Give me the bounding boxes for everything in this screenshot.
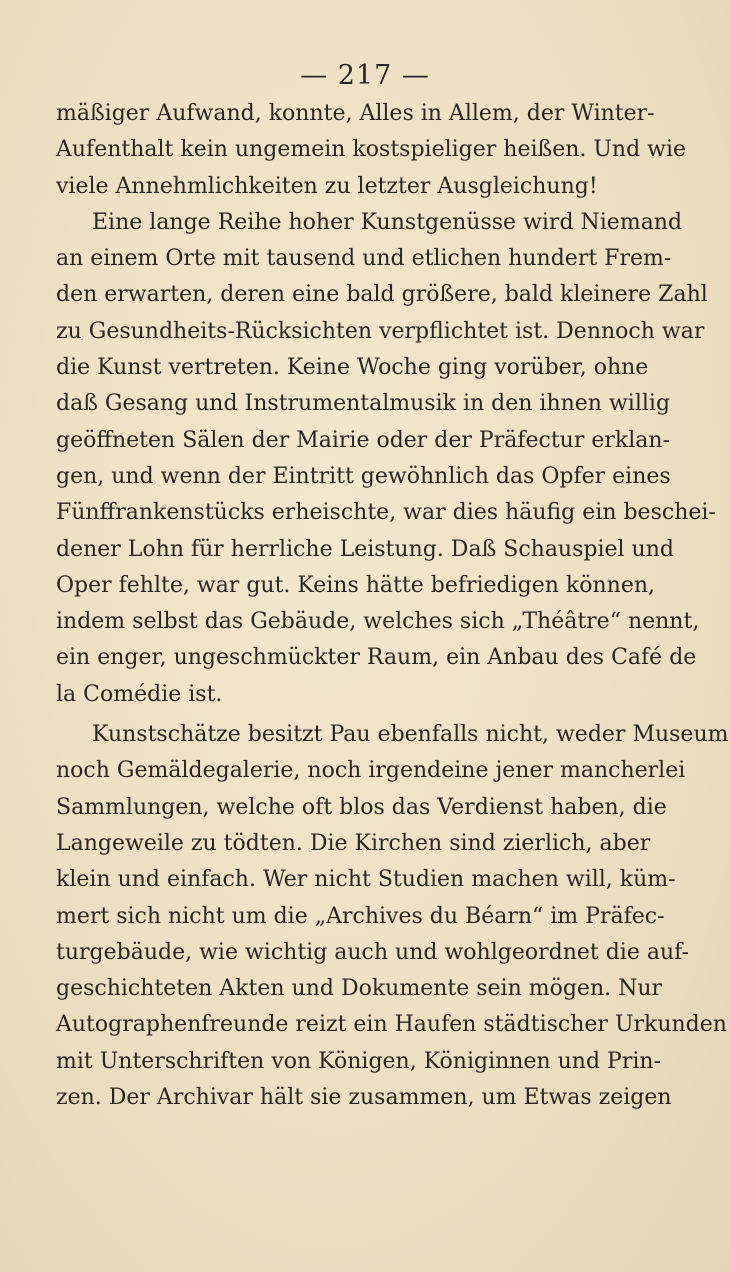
text-line: gen, und wenn der Eintritt gewöhnlich das Opfer eines	[56, 463, 671, 489]
text-line: geschichteten Akten und Dokumente sein mögen. Nur	[56, 976, 663, 1002]
text-line: zu Gesundheits-Rücksichten verpflichtet ist. Dennoch war	[56, 318, 705, 344]
text-line: Sammlungen, welche oft blos das Verdienst haben, die	[56, 794, 667, 820]
paragraph-2	[56, 205, 716, 713]
text-line: turgebäude, wie wichtig auch und wohlgeordnet die auf-	[56, 939, 689, 965]
paragraph-1	[56, 96, 687, 205]
text-line: Eine lange Reihe hoher Kunstgenüsse wird Niemand	[92, 209, 683, 235]
text-line: ein enger, ungeschmückter Raum, ein Anbau des Café de	[56, 645, 697, 671]
text-line: Fünffrankenstücks erheischte, war dies häufig ein beschei-	[56, 500, 716, 526]
body-text	[56, 96, 729, 1116]
page-number: — 217 —	[300, 60, 430, 91]
text-line: mert sich nicht um die „Archives du Béarn“ im Präfec-	[56, 903, 665, 929]
text-line: daß Gesang und Instrumentalmusik in den ihnen willig	[56, 391, 671, 417]
text-line: Oper fehlte, war gut. Keins hätte befriedigen können,	[56, 572, 656, 598]
text-line: geöffneten Sälen der Mairie oder der Präfectur erklan-	[56, 427, 670, 453]
text-line: zen. Der Archivar hält sie zusammen, um Etwas zeigen	[56, 1085, 672, 1111]
paragraph-3	[56, 717, 729, 1116]
text-line: mit Unterschriften von Königen, Königinnen und Prin-	[56, 1048, 662, 1074]
text-line: Kunstschätze besitzt Pau ebenfalls nicht, weder Museum	[92, 722, 729, 748]
text-line: Autographenfreunde reizt ein Haufen städtischer Urkunden	[56, 1012, 727, 1038]
text-line: Aufenthalt kein ungemein kostspieliger heißen. Und wie	[56, 137, 687, 163]
text-line: mäßiger Aufwand, konnte, Alles in Allem, der Winter-	[56, 101, 655, 126]
text-line: noch Gemäldegalerie, noch irgendeine jener mancherlei	[56, 758, 686, 784]
text-line: la Comédie ist.	[56, 681, 223, 707]
text-line: die Kunst vertreten. Keine Woche ging vorüber, ohne	[56, 355, 649, 381]
text-line: viele Annehmlichkeiten zu letzter Ausgleichung!	[56, 173, 598, 199]
text-line: klein und einfach. Wer nicht Studien machen will, küm-	[56, 867, 676, 893]
text-line: den erwarten, deren eine bald größere, bald kleinere Zahl	[56, 282, 708, 308]
text-line: an einem Orte mit tausend und etlichen hundert Frem-	[56, 246, 672, 272]
text-line: indem selbst das Gebäude, welches sich „Théâtre“ nennt,	[56, 609, 700, 635]
text-line: dener Lohn für herrliche Leistung. Daß Schauspiel und	[56, 536, 674, 562]
text-line: Langeweile zu tödten. Die Kirchen sind zierlich, aber	[56, 830, 651, 856]
